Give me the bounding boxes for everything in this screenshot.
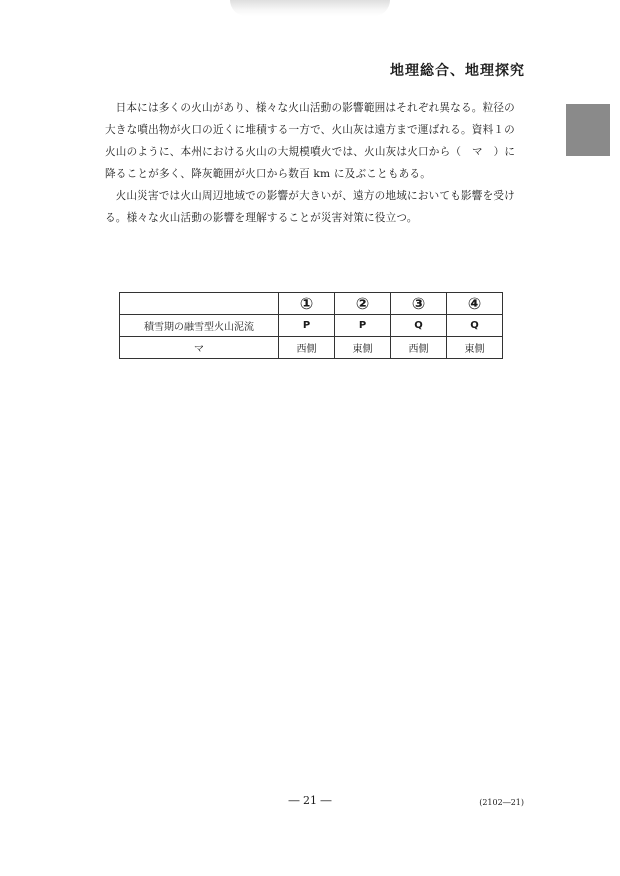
answer-table (119, 292, 503, 359)
table-corner-cell (120, 293, 279, 315)
option-4[interactable]: ④ (447, 293, 503, 315)
subject-title: 地理総合、地理探究 (390, 63, 525, 79)
table-cell: P (279, 315, 335, 337)
option-3[interactable]: ③ (391, 293, 447, 315)
table-cell: Q (391, 315, 447, 337)
option-2[interactable]: ② (335, 293, 391, 315)
choice-table (119, 292, 503, 359)
question-text (105, 97, 525, 229)
table-cell: 西側 (391, 337, 447, 359)
table-cell: 東側 (335, 337, 391, 359)
row-label: マ (120, 337, 279, 359)
option-1[interactable]: ① (279, 293, 335, 315)
scan-artifact (230, 0, 390, 16)
table-header-row (120, 293, 503, 315)
side-index-tab (566, 104, 610, 156)
page-number: ― 21 ― (288, 794, 332, 807)
table-row (120, 315, 503, 337)
paragraph-2: 火山災害では火山周辺地域での影響が大きいが、遠方の地域においても影響を受ける。様々な火山活動の影響を理解することが災害対策に役立つ。 (105, 190, 515, 224)
table-cell: 西側 (279, 337, 335, 359)
table-row (120, 337, 503, 359)
exam-code: (2102―21) (479, 798, 524, 807)
table-cell: 東側 (447, 337, 503, 359)
paragraph-1: 日本には多くの火山があり、様々な火山活動の影響範囲はそれぞれ異なる。粒径の大きな噴出物が火口の近くに堆積する一方で、火山灰は遠方まで運ばれる。資料１の火山のように、本州における火山の大規模噴火では、火山灰は火口から（ マ ）に降ることが多く、降灰範囲が火口から数百 km に及ぶこともある。 (105, 102, 516, 180)
table-cell: P (335, 315, 391, 337)
table-cell: Q (447, 315, 503, 337)
row-label: 積雪期の融雪型火山泥流 (120, 315, 279, 337)
